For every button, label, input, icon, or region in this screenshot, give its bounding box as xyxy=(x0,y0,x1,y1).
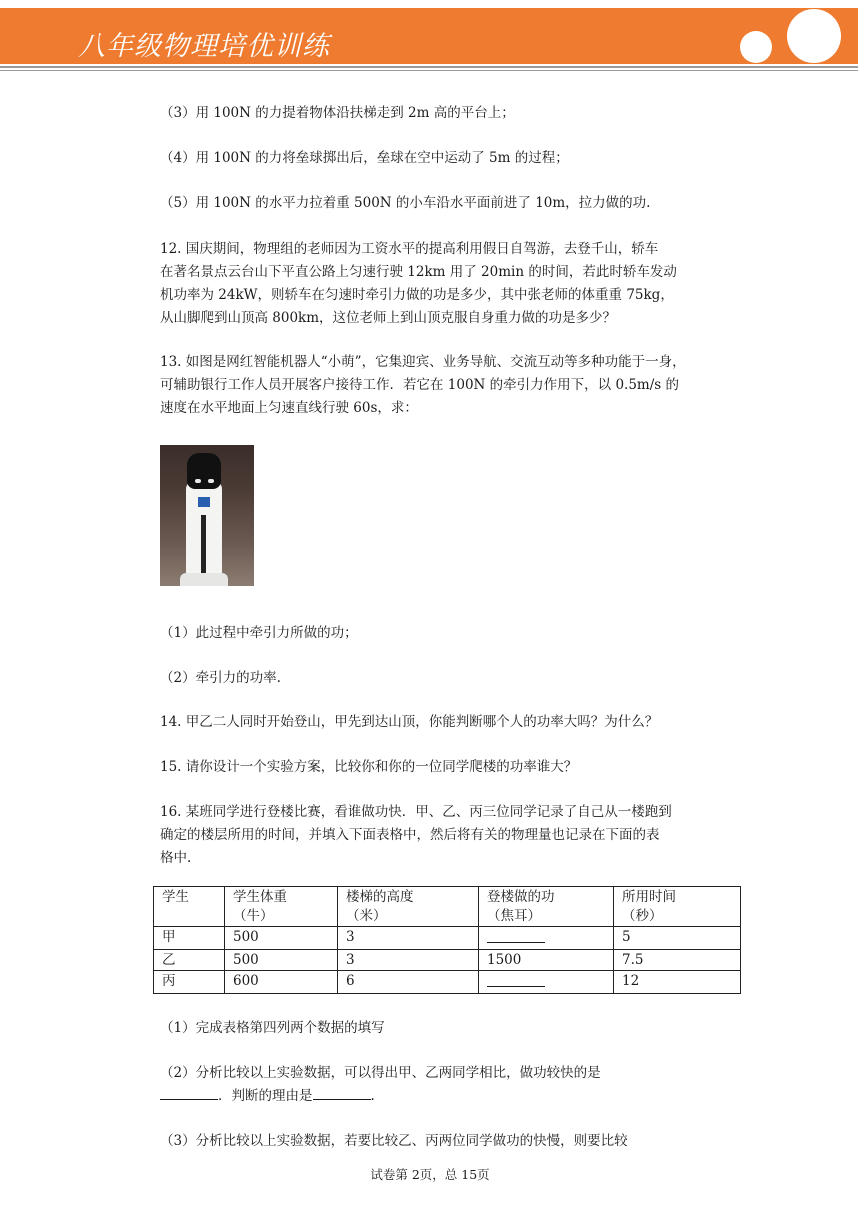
q13-line-3: 速度在水平地面上匀速直线行驶 60s，求： xyxy=(160,400,418,416)
cell-weight: 500 xyxy=(225,950,338,971)
decor-circle-small xyxy=(740,31,772,63)
q16-sub-2b-end: . xyxy=(370,1088,375,1104)
q13-line-2: 可辅助银行工作人员开展客户接待工作．若它在 100N 的牵引力作用下，以 0.5m/s 的 xyxy=(160,377,679,393)
table-header-row xyxy=(154,887,741,927)
item-3: （3）用 100N 的力提着物体沿扶梯走到 2m 高的平台上； xyxy=(160,105,515,121)
q16-sub-2a: （2）分析比较以上实验数据，可以得出甲、乙两同学相比，做功较快的是 xyxy=(160,1065,601,1081)
q16-line-3: 格中. xyxy=(160,850,192,866)
q13-line-1: 13. 如图是网红智能机器人“小萌”，它集迎宾、业务导航、交流互动等多种功能于一身， xyxy=(160,354,686,370)
q16-line-1: 16. 某班同学进行登楼比赛，看谁做功快．甲、乙、丙三位同学记录了自己从一楼跑到 xyxy=(160,804,672,820)
col-header-height: 楼梯的高度 （米） xyxy=(338,887,479,927)
cell-time: 12 xyxy=(614,971,741,994)
header-rule xyxy=(0,66,858,68)
q16-line-2: 确定的楼层所用的时间，并填入下面表格中，然后将有关的物理量也记录在下面的表 xyxy=(160,827,660,843)
cell-height: 3 xyxy=(338,950,479,971)
decor-circle-large xyxy=(787,9,841,63)
table-row xyxy=(154,971,741,994)
fill-in-blank xyxy=(313,1085,371,1100)
fill-in-blank xyxy=(487,972,545,987)
cell-weight: 600 xyxy=(225,971,338,994)
col-header-student: 学生 xyxy=(154,887,225,927)
robot-eye-left xyxy=(195,479,201,483)
page-footer: 试卷第 2页，总 15页 xyxy=(370,1167,490,1182)
q16-sub-2b-text: ．判断的理由是 xyxy=(218,1088,313,1104)
header-rule-thin xyxy=(0,70,858,71)
item-5: （5）用 100N 的水平力拉着重 500N 的小车沿水平面前进了 10m，拉力做的功. xyxy=(160,195,651,211)
cell-work-blank xyxy=(479,971,614,994)
q12-line-1: 12. 国庆期间，物理组的老师因为工资水平的提高利用假日自驾游，去登千山，轿车 xyxy=(160,241,659,257)
header-title: 八年级物理培优训练 xyxy=(78,31,330,62)
cell-work-blank xyxy=(479,927,614,950)
q14: 14. 甲乙二人同时开始登山，甲先到达山顶，你能判断哪个人的功率大吗？为什么？ xyxy=(160,714,659,730)
robot-badge xyxy=(198,497,210,507)
cell-student: 甲 xyxy=(154,927,225,950)
fill-in-blank xyxy=(487,928,545,943)
header-banner xyxy=(0,8,858,64)
robot-photo xyxy=(160,445,254,586)
cell-work: 1500 xyxy=(479,950,614,971)
cell-student: 丙 xyxy=(154,971,225,994)
cell-height: 6 xyxy=(338,971,479,994)
robot-head xyxy=(187,453,221,489)
q12-line-4: 从山脚爬到山顶高 800km，这位老师上到山顶克服自身重力做的功是多少？ xyxy=(160,310,617,326)
col-header-weight: 学生体重 （牛） xyxy=(225,887,338,927)
cell-weight: 500 xyxy=(225,927,338,950)
q12-line-3: 机功率为 24kW，则轿车在匀速时牵引力做的功是多少，其中张老师的体重重 75kg， xyxy=(160,287,674,303)
table-row xyxy=(154,950,741,971)
col-header-work: 登楼做的功 （焦耳） xyxy=(479,887,614,927)
robot-stripe xyxy=(201,515,206,573)
col-header-time: 所用时间 （秒） xyxy=(614,887,741,927)
q12-line-2: 在著名景点云台山下平直公路上匀速行驶 12km 用了 20min 的时间，若此时轿车发动 xyxy=(160,264,677,280)
q15: 15. 请你设计一个实验方案，比较你和你的一位同学爬楼的功率谁大？ xyxy=(160,759,578,775)
q16-sub-2b xyxy=(160,1084,375,1104)
q16-sub-3: （3）分析比较以上实验数据，若要比较乙、丙两位同学做功的快慢，则要比较 xyxy=(160,1133,628,1149)
robot-eye-right xyxy=(208,479,214,483)
climb-data-table xyxy=(153,886,741,994)
q16-sub-1: （1）完成表格第四列两个数据的填写 xyxy=(160,1020,385,1036)
q13-sub-2: （2）牵引力的功率. xyxy=(160,670,281,686)
table-row xyxy=(154,927,741,950)
q13-sub-1: （1）此过程中牵引力所做的功； xyxy=(160,625,358,641)
robot-base xyxy=(180,573,228,586)
cell-time: 5 xyxy=(614,927,741,950)
item-4: （4）用 100N 的力将垒球掷出后，垒球在空中运动了 5m 的过程； xyxy=(160,150,569,166)
fill-in-blank xyxy=(160,1085,218,1100)
cell-student: 乙 xyxy=(154,950,225,971)
cell-height: 3 xyxy=(338,927,479,950)
cell-time: 7.5 xyxy=(614,950,741,971)
